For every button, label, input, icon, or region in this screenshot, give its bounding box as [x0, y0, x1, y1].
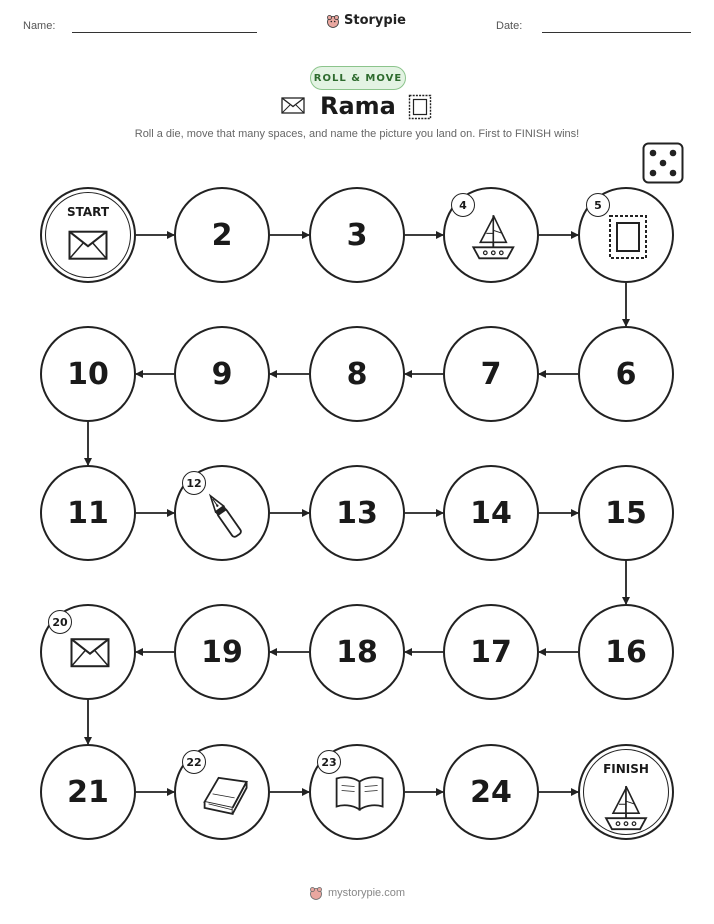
board-space-10[interactable]	[40, 326, 136, 422]
board-space-1[interactable]	[40, 187, 136, 283]
board-space-12[interactable]	[174, 465, 270, 561]
board-space-19[interactable]	[174, 604, 270, 700]
board-space-6[interactable]	[578, 326, 674, 422]
space-number: 14	[470, 495, 512, 531]
space-number-badge: 4	[451, 193, 475, 217]
date-label: Date:	[496, 20, 523, 32]
envelope-icon	[70, 638, 110, 672]
space-number: 21	[67, 774, 109, 810]
board-space-4[interactable]	[443, 187, 539, 283]
space-number: 3	[346, 217, 368, 253]
board-space-7[interactable]	[443, 326, 539, 422]
board-space-24[interactable]	[443, 744, 539, 840]
space-number: 9	[211, 356, 233, 392]
open-book-icon	[334, 774, 386, 818]
footer	[0, 886, 714, 900]
space-number: 10	[67, 356, 109, 392]
board-space-2[interactable]	[174, 187, 270, 283]
space-number: 6	[615, 356, 637, 392]
board-space-23[interactable]	[309, 744, 405, 840]
name-label: Name:	[23, 20, 56, 32]
board-space-5[interactable]	[578, 187, 674, 283]
space-number-badge: 5	[586, 193, 610, 217]
board-space-14[interactable]	[443, 465, 539, 561]
space-number-badge: 20	[48, 610, 72, 634]
page-title: Rama	[320, 92, 396, 120]
board-space-3[interactable]	[309, 187, 405, 283]
board-space-8[interactable]	[309, 326, 405, 422]
instructions: Roll a die, move that many spaces, and name the picture you land on. First to FINISH wins!	[134, 128, 580, 140]
space-number: 16	[605, 634, 647, 670]
space-number-badge: 22	[182, 750, 206, 774]
board-space-15[interactable]	[578, 465, 674, 561]
space-number: 18	[336, 634, 378, 670]
space-number: 13	[336, 495, 378, 531]
space-number: 8	[346, 356, 368, 392]
space-number-badge: 23	[317, 750, 341, 774]
envelope-icon	[68, 230, 108, 264]
space-number: 2	[211, 217, 233, 253]
board-space-16[interactable]	[578, 604, 674, 700]
space-number: 24	[470, 774, 512, 810]
space-number: 19	[201, 634, 243, 670]
pen-icon	[202, 489, 246, 545]
space-number: 7	[480, 356, 502, 392]
boat-icon	[603, 783, 649, 837]
space-number: 15	[605, 495, 647, 531]
brand-name: Storypie	[344, 13, 406, 28]
board-space-9[interactable]	[174, 326, 270, 422]
start-label: START	[66, 205, 110, 219]
board-space-21[interactable]	[40, 744, 136, 840]
footer-site[interactable]: mystorypie.com	[327, 887, 406, 899]
board-space-25[interactable]	[578, 744, 674, 840]
boat-icon	[470, 212, 516, 266]
space-number: 11	[67, 495, 109, 531]
closed-book-icon	[199, 772, 251, 820]
space-number-badge: 12	[182, 471, 206, 495]
board-space-18[interactable]	[309, 604, 405, 700]
board-space-17[interactable]	[443, 604, 539, 700]
board-space-13[interactable]	[309, 465, 405, 561]
game-type-badge: ROLL & MOVE	[310, 66, 406, 90]
board-space-11[interactable]	[40, 465, 136, 561]
finish-label: FINISH	[603, 762, 649, 776]
space-number: 17	[470, 634, 512, 670]
board-space-22[interactable]	[174, 744, 270, 840]
storypie-mascot-icon	[309, 886, 323, 900]
board-space-20[interactable]	[40, 604, 136, 700]
stamp-icon	[608, 214, 648, 264]
